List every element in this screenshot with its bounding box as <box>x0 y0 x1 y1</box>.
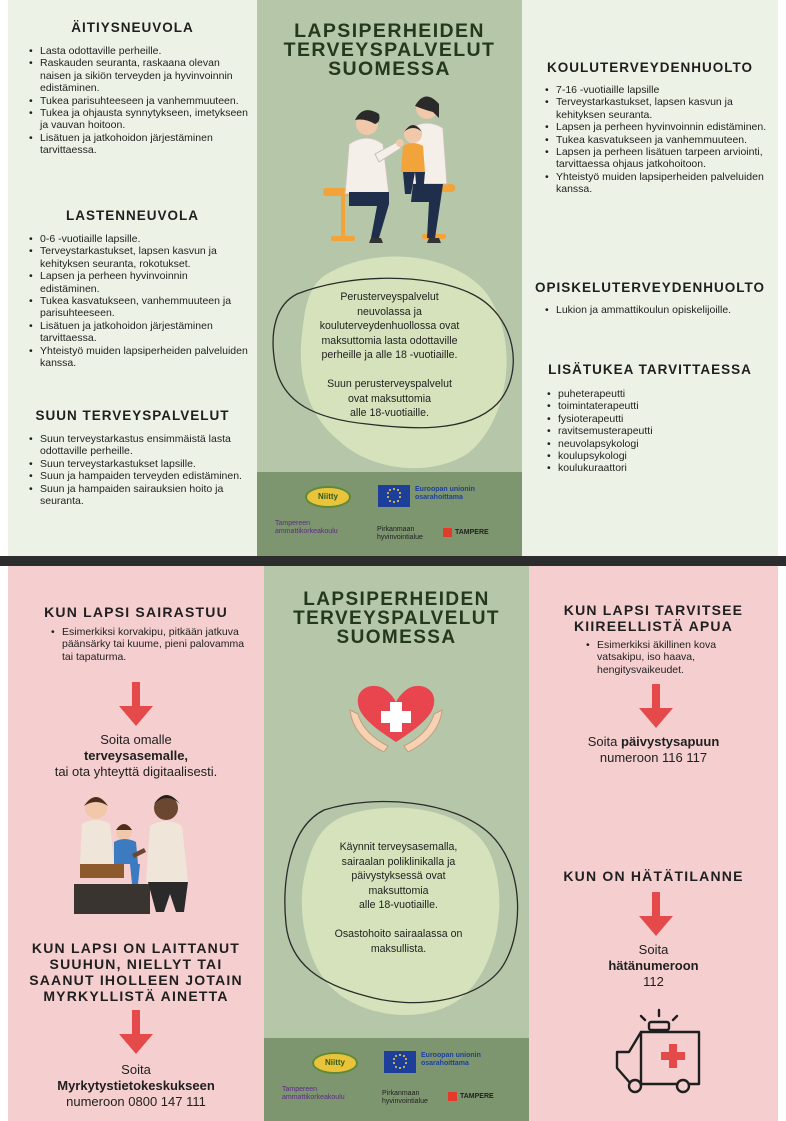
list-item: • Esimerkiksi äkillinen kova vatsakipu, iso haava, hengitysvaikeudet. <box>585 639 765 676</box>
suun-list <box>28 433 249 507</box>
myrkky-heading: KUN LAPSI ON LAITTANUT SUUHUN, NIELLYT TAI SAANUT IHOLLEEN JOTAIN MYRKYLLISTÄ AINETTA <box>29 940 243 1004</box>
list-item: • Lasta odottaville perheille. <box>28 45 249 57</box>
blob-line: ovat maksuttomia <box>347 392 432 405</box>
list-item: • Tukea ja ohjausta synnytykseen, imetykseen ja vauvan hoitoon. <box>28 107 249 132</box>
niitty-logo: Niitty <box>305 486 351 508</box>
list-item: • 0-6 -vuotiaille lapsille. <box>28 233 249 245</box>
down-arrow-icon <box>119 1010 153 1056</box>
title-line: LAPSIPERHEIDEN <box>303 589 490 610</box>
list-item: • koulupsykologi <box>546 450 768 462</box>
parent-doctor-illustration <box>74 792 204 918</box>
list-item: • Yhteistyö muiden lapsiperheiden palveluiden kanssa. <box>544 171 768 196</box>
bottom-blob-text <box>286 840 511 956</box>
bottom-right-column <box>529 566 778 1121</box>
list-item: • toimintaterapeutti <box>546 400 768 412</box>
eu-logo-text: Euroopan unionin osarahoittama <box>421 1052 481 1067</box>
down-arrow-icon <box>639 892 673 938</box>
eu-flag-icon <box>384 1051 416 1073</box>
list-item: • Terveystarkastukset, lapsen kasvun ja kehityksen seuranta. <box>544 96 768 121</box>
list-item: • Yhteistyö muiden lapsiperheiden palveluiden kanssa. <box>28 345 249 370</box>
top-center-column <box>257 0 522 556</box>
eu-logo-text: Euroopan unionin osarahoittama <box>415 486 475 501</box>
nurse-child-illustration <box>317 88 467 248</box>
down-arrow-icon <box>639 684 673 730</box>
eu-stars-icon <box>378 485 410 507</box>
top-panel <box>8 0 778 556</box>
blob-line: neuvolassa ja <box>357 305 422 318</box>
top-logos-bar <box>257 472 522 556</box>
pirkanmaa-logo: Pirkanmaan hyvinvointialue <box>382 1090 428 1105</box>
niitty-logo: Niitty <box>312 1052 358 1074</box>
tampere-crest-icon <box>443 528 452 537</box>
blob-line: kouluterveydenhuollossa ovat <box>319 320 460 333</box>
tamk-logo: Tampereen ammattikorkeakoulu <box>282 1086 345 1101</box>
lastenneuvola-list <box>28 233 249 369</box>
blob-line: päivystyksessä ovat <box>351 870 446 883</box>
blob-line: Perusterveyspalvelut <box>340 291 439 303</box>
aitiysneuvola-section <box>8 20 257 157</box>
top-info-blob <box>257 254 522 474</box>
opiskelu-heading: OPISKELUTERVEYDENHUOLTO <box>534 280 766 295</box>
opiskelu-list <box>544 304 768 316</box>
lisatuki-list <box>546 388 768 475</box>
koulu-list <box>544 84 768 196</box>
ambulance-icon <box>611 1006 707 1094</box>
suun-terveyspalvelut-section <box>8 408 257 507</box>
list-item: • ravitsemusterapeutti <box>546 425 768 437</box>
bottom-logos-bar <box>264 1038 529 1121</box>
list-item: • koulukuraattori <box>546 462 768 474</box>
title-line: TERVEYSPALVELUT <box>283 39 496 61</box>
lisatuki-section <box>522 362 778 475</box>
blob-line: Käynnit terveysasemalla, <box>339 841 458 853</box>
list-item: • fysioterapeutti <box>546 413 768 425</box>
list-item: • Suun ja hampaiden terveyden edistäminen. <box>28 470 249 482</box>
list-item: • Lukion ja ammattikoulun opiskelijoille. <box>544 304 768 316</box>
list-item: • Suun terveystarkastus ensimmäistä lasta odottaville perheille. <box>28 433 249 458</box>
section-divider <box>0 556 786 566</box>
bottom-info-blob <box>264 788 529 1038</box>
bottom-left-column <box>8 566 264 1121</box>
blob-line: maksuttomia lasta odottaville <box>321 334 458 347</box>
list-item: • 7-16 -vuotiaille lapsille <box>544 84 768 96</box>
tampere-logo: TAMPERE <box>455 529 489 536</box>
list-item: • Lisätuen ja jatkohoidon järjestäminen tarvittaessa. <box>28 132 249 157</box>
title-line: TERVEYSPALVELUT <box>293 608 500 629</box>
blob-line: maksullista. <box>370 942 427 955</box>
top-left-column <box>8 0 257 556</box>
kouluterveydenhuolto-section <box>522 60 778 196</box>
blob-line: alle 18-vuotiaille. <box>350 407 429 420</box>
list-item: • Suun ja hampaiden sairauksien hoito ja seuranta. <box>28 483 249 508</box>
list-item: • Raskauden seuranta, raskaana olevan naisen ja sikiön terveyden ja hyvinvoinnin edistäminen. <box>28 57 249 94</box>
sairastuu-list <box>50 626 250 663</box>
aitiysneuvola-heading: ÄITIYSNEUVOLA <box>71 20 194 35</box>
kiire-call: Soita päivystysapuun numeroon 116 117 <box>587 734 720 765</box>
blob-line: maksuttomia <box>368 884 429 897</box>
down-arrow-icon <box>119 682 153 728</box>
list-item: • Lapsen ja perheen lisätuen tarpeen arviointi, tarvittaessa ohjaus jatkohoitoon. <box>544 146 768 171</box>
sairastuu-call: Soita omalle terveysasemalle, tai ota yhteyttä digitaalisesti. <box>54 732 218 779</box>
title-line: SUOMESSA <box>328 58 451 80</box>
opiskeluterveydenhuolto-section <box>522 280 778 316</box>
list-item: • Lapsen ja perheen hyvinvoinnin edistäminen. <box>544 121 768 133</box>
lisatuki-heading: LISÄTUKEA TARVITTAESSA <box>548 362 752 377</box>
blob-line: Osastohoito sairaalassa on <box>334 927 463 940</box>
list-item: • Tukea parisuhteeseen ja vanhemmuuteen. <box>28 95 249 107</box>
blob-line: perheille ja alle 18 -vuotiaille. <box>321 349 458 362</box>
list-item: • puheterapeutti <box>546 388 768 400</box>
koulu-heading: KOULUTERVEYDENHUOLTO <box>546 60 753 75</box>
heart-hands-icon <box>348 680 444 760</box>
hata-heading: KUN ON HÄTÄTILANNE <box>563 868 744 884</box>
list-item: • Tukea kasvatukseen, vanhemmuuteen ja parisuhteeseen. <box>28 295 249 320</box>
bottom-center-column <box>264 566 529 1121</box>
pirkanmaa-logo: Pirkanmaan hyvinvointialue <box>377 526 423 541</box>
tamk-logo: Tampereen ammattikorkeakoulu <box>275 520 338 535</box>
tampere-crest-icon <box>448 1092 457 1101</box>
eu-stars-icon <box>384 1051 416 1073</box>
blob-line: sairaalan poliklinikalla ja <box>341 855 456 868</box>
bottom-panel <box>8 566 778 1121</box>
tampere-logo: TAMPERE <box>460 1093 494 1100</box>
top-right-column <box>522 0 778 556</box>
list-item: • Terveystarkastukset, lapsen kasvun ja kehityksen seuranta, rokotukset. <box>28 245 249 270</box>
hata-call: Soita hätänumeroon 112 <box>608 942 699 989</box>
sairastuu-heading: KUN LAPSI SAIRASTUU <box>44 604 228 620</box>
blob-line: Suun perusterveyspalvelut <box>327 377 452 390</box>
list-item: • Suun terveystarkastukset lapsille. <box>28 458 249 470</box>
list-item: • Lisätuen ja jatkohoidon järjestäminen tarvittaessa. <box>28 320 249 345</box>
kiire-heading: KUN LAPSI TARVITSEE KIIREELLISTÄ APUA <box>563 602 744 634</box>
title-line: SUOMESSA <box>336 627 457 648</box>
title-line: LAPSIPERHEIDEN <box>294 20 485 42</box>
top-blob-text <box>277 290 502 421</box>
myrkky-call: Soita Myrkytystietokeskukseen numeroon 0800 147 111 <box>57 1062 215 1109</box>
blob-line: alle 18-vuotiaille. <box>359 899 438 912</box>
bottom-title <box>264 590 529 647</box>
eu-flag-icon <box>378 485 410 507</box>
list-item: • neuvolapsykologi <box>546 438 768 450</box>
suun-heading: SUUN TERVEYSPALVELUT <box>35 408 230 423</box>
list-item: • Lapsen ja perheen hyvinvoinnin edistäminen. <box>28 270 249 295</box>
aitiysneuvola-list <box>28 45 249 157</box>
kiire-list <box>585 639 765 676</box>
list-item: • Esimerkiksi korvakipu, pitkään jatkuva päänsärky tai kuume, pieni palovamma tai tapaturma. <box>50 626 250 663</box>
list-item: • Tukea kasvatukseen ja vanhemmuuteen. <box>544 134 768 146</box>
lastenneuvola-heading: LASTENNEUVOLA <box>65 208 199 223</box>
top-title <box>257 22 522 79</box>
lastenneuvola-section <box>8 208 257 369</box>
